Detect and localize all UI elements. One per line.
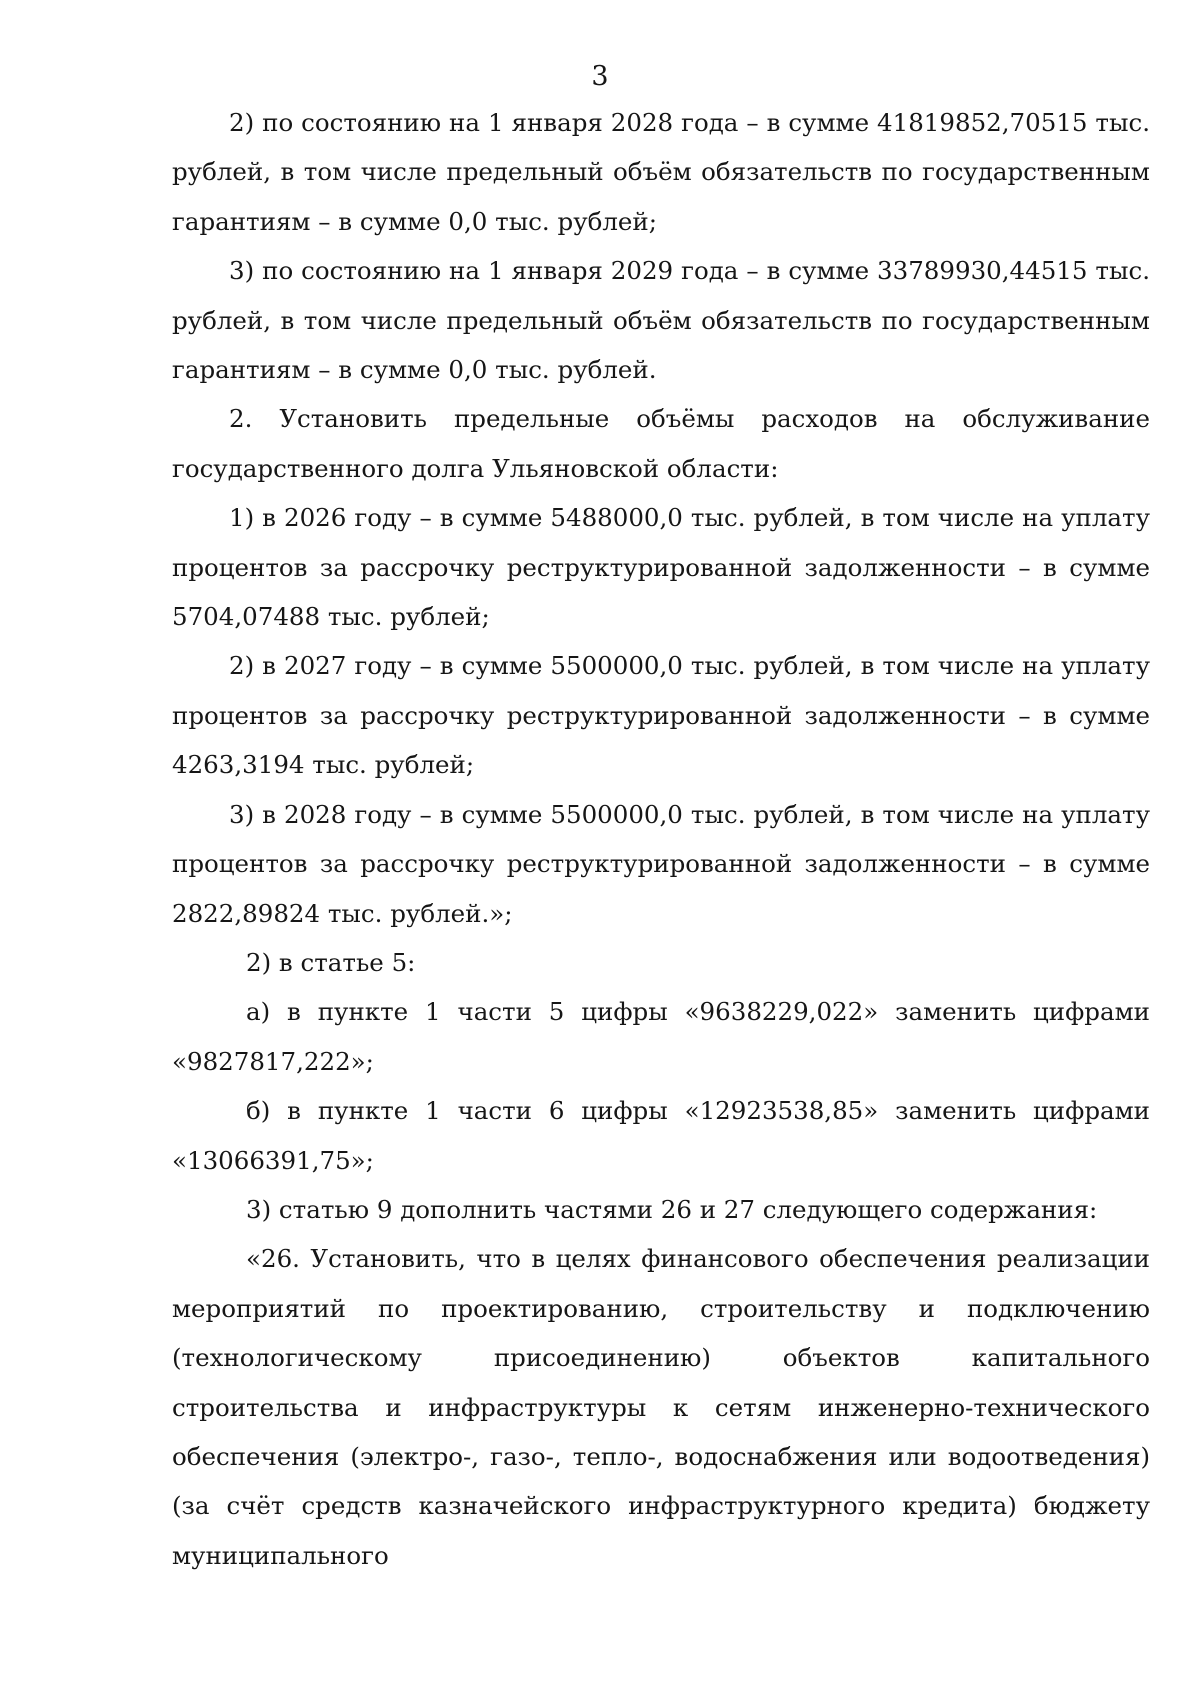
paragraph-article-5: 2) в статье 5: xyxy=(246,947,416,977)
paragraph-part-26: «26. Установить, что в целях финансового обеспечения реализации мероприятий по проектированию, строительству и подключению (технологическому присоединению) объектов капитального строительства и инфраструктуры к сетям инженерно-технического обеспечения (электро-, газо-, тепло-, водоснабжения или водоотведения) (за счёт средств казначейского инфраструктурного кредита) бюджету муниципального xyxy=(172,1244,1150,1570)
paragraph-debt-limit-2028: 2) по состоянию на 1 января 2028 года – в сумме 41819852,70515 тыс. рублей, в том числе предельный объём обязательств по государственным гарантиям – в сумме 0,0 тыс. рублей; xyxy=(172,108,1150,236)
paragraph-article-9-amendment: 3) статью 9 дополнить частями 26 и 27 следующего содержания: xyxy=(246,1194,1098,1224)
paragraph-service-2028: 3) в 2028 году – в сумме 5500000,0 тыс. рублей, в том числе на уплату процентов за рассрочку реструктурированной задолженности – в сумме 2822,89824 тыс. рублей.»; xyxy=(172,799,1150,928)
document-body xyxy=(172,98,1150,1580)
page-number: 3 xyxy=(591,61,609,92)
paragraph-article-5-item-a: а) в пункте 1 части 5 цифры «9638229,022» заменить цифрами «9827817,222»; xyxy=(172,997,1150,1076)
paragraph-service-2027: 2) в 2027 году – в сумме 5500000,0 тыс. рублей, в том числе на уплату процентов за рассрочку реструктурированной задолженности – в сумме 4263,3194 тыс. рублей; xyxy=(172,651,1150,780)
paragraph-debt-service-limits: 2. Установить предельные объёмы расходов на обслуживание государственного долга Ульяновской области: xyxy=(172,404,1150,483)
paragraph-service-2026: 1) в 2026 году – в сумме 5488000,0 тыс. рублей, в том числе на уплату процентов за рассрочку реструктурированной задолженности – в сумме 5704,07488 тыс. рублей; xyxy=(172,503,1150,632)
paragraph-debt-limit-2029: 3) по состоянию на 1 января 2029 года – в сумме 33789930,44515 тыс. рублей, в том числе предельный объём обязательств по государственным гарантиям – в сумме 0,0 тыс. рублей. xyxy=(172,256,1150,385)
paragraph-article-5-item-b: б) в пункте 1 части 6 цифры «12923538,85» заменить цифрами «13066391,75»; xyxy=(172,1096,1150,1175)
